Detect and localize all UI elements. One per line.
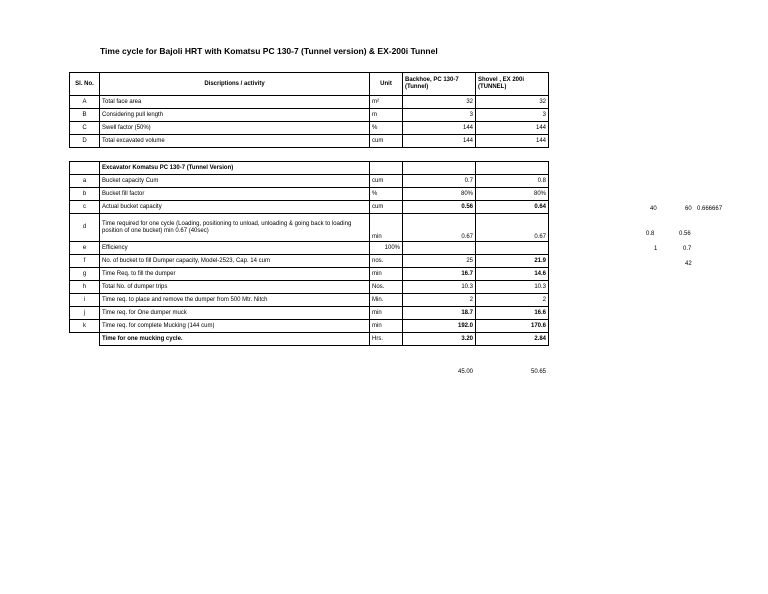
row-sl: b — [70, 188, 100, 201]
row-shovel-value: 2 — [476, 294, 549, 307]
row-shovel-value: 10.3 — [476, 281, 549, 294]
header-shovel: Shovel , EX 200i (TUNNEL) — [476, 73, 549, 96]
row-desc: Total face area — [100, 96, 370, 109]
row-sl: g — [70, 268, 100, 281]
row-desc: Time required for one cycle (Loading, positioning to unload, unloading & going back to loading position of one bucket) min 0.67 (40sec) — [100, 214, 370, 242]
side-value: 0.8 — [646, 231, 655, 237]
row-unit: Nos. — [370, 281, 403, 294]
row-backhoe-value: 0.67 — [403, 214, 476, 242]
row-unit: Hrs. — [370, 333, 403, 346]
row-desc: Total excavated volume — [100, 135, 370, 148]
row-desc: Time Req. to fill the dumper — [100, 268, 370, 281]
row-shovel-value: 80% — [476, 188, 549, 201]
row-desc: Bucket capacity Cum — [100, 175, 370, 188]
row-desc: Time req. for complete Mucking (144 cum) — [100, 320, 370, 333]
table-row — [70, 268, 549, 281]
header-sl-no: Sl. No. — [70, 73, 100, 96]
row-desc: Swell factor (50%) — [100, 122, 370, 135]
table-row — [70, 135, 549, 148]
excavator-table — [69, 161, 549, 346]
row-shovel-value: 3 — [476, 109, 549, 122]
row-backhoe-value — [403, 242, 476, 255]
row-sl: c — [70, 201, 100, 214]
table-row — [70, 109, 549, 122]
row-backhoe-value: 144 — [403, 122, 476, 135]
table-row — [70, 175, 549, 188]
row-unit: min — [370, 268, 403, 281]
row-sl: i — [70, 294, 100, 307]
row-shovel-value: 0.67 — [476, 214, 549, 242]
row-unit: % — [370, 122, 403, 135]
row-sl: f — [70, 255, 100, 268]
row-sl: d — [70, 214, 100, 242]
side-value: 0.7 — [683, 246, 692, 252]
side-value: 0.666667 — [697, 206, 723, 212]
row-sl — [70, 333, 100, 346]
row-backhoe-value: 192.0 — [403, 320, 476, 333]
row-unit: cum — [370, 175, 403, 188]
row-unit: min — [370, 214, 403, 242]
page-title: Time cycle for Bajoli HRT with Komatsu PC 130-7 (Tunnel version) & EX-200i Tunnel — [100, 46, 438, 56]
row-unit: m — [370, 109, 403, 122]
row-backhoe-value: 3.20 — [403, 333, 476, 346]
row-desc: Time req. to place and remove the dumper from 500 Mtr. Nitch — [100, 294, 370, 307]
table-row — [70, 333, 549, 346]
side-value: 0.56 — [679, 231, 691, 237]
side-value: 60 — [685, 206, 692, 212]
row-sl: e — [70, 242, 100, 255]
header-unit: Unit — [370, 73, 403, 96]
row-sl: k — [70, 320, 100, 333]
row-sl: C — [70, 122, 100, 135]
row-sl: a — [70, 175, 100, 188]
table-row — [70, 242, 549, 255]
row-backhoe-value: 0.7 — [403, 175, 476, 188]
row-desc: Total No. of dumper trips — [100, 281, 370, 294]
row-backhoe-value: 25 — [403, 255, 476, 268]
table-row — [70, 122, 549, 135]
summary-table — [69, 72, 549, 148]
row-shovel-value: 144 — [476, 122, 549, 135]
row-desc: Efficiency — [100, 242, 370, 255]
row-shovel-value: 21.9 — [476, 255, 549, 268]
row-backhoe-value: 3 — [403, 109, 476, 122]
row-backhoe-value: 16.7 — [403, 268, 476, 281]
row-shovel-value: 32 — [476, 96, 549, 109]
table-row — [70, 188, 549, 201]
row-shovel-value: 0.64 — [476, 201, 549, 214]
table-row — [70, 214, 549, 242]
row-sl: h — [70, 281, 100, 294]
table-row — [70, 294, 549, 307]
row-unit: m² — [370, 96, 403, 109]
row-unit: 100% — [370, 242, 403, 255]
row-backhoe-value: 0.56 — [403, 201, 476, 214]
row-backhoe-value: 10.3 — [403, 281, 476, 294]
row-shovel-value: 170.6 — [476, 320, 549, 333]
row-backhoe-value: 32 — [403, 96, 476, 109]
section-title: Excavator Komatsu PC 130-7 (Tunnel Version) — [100, 162, 370, 175]
side-value: 42 — [685, 261, 692, 267]
row-unit: cum — [370, 201, 403, 214]
row-unit: Min. — [370, 294, 403, 307]
side-value: 1 — [654, 246, 658, 252]
row-unit: cum — [370, 135, 403, 148]
row-shovel-value: 0.8 — [476, 175, 549, 188]
table-row — [70, 320, 549, 333]
row-shovel-value: 144 — [476, 135, 549, 148]
table-row — [70, 307, 549, 320]
table-row — [70, 255, 549, 268]
side-value: 40 — [650, 206, 657, 212]
row-desc: Bucket fill factor — [100, 188, 370, 201]
row-desc: Considering pull length — [100, 109, 370, 122]
row-backhoe-value: 2 — [403, 294, 476, 307]
row-shovel-value: 2.84 — [476, 333, 549, 346]
row-sl — [70, 162, 100, 175]
header-backhoe: Backhoe, PC 130-7 (Tunnel) — [403, 73, 476, 96]
row-backhoe-value: 144 — [403, 135, 476, 148]
section-title-row — [70, 162, 549, 175]
row-sl: B — [70, 109, 100, 122]
row-shovel-value: 16.6 — [476, 307, 549, 320]
footer-backhoe-value: 45.00 — [458, 369, 474, 375]
row-sl: D — [70, 135, 100, 148]
row-shovel-value: 14.6 — [476, 268, 549, 281]
table-row — [70, 201, 549, 214]
header-description: Discriptions / activity — [100, 73, 370, 96]
row-desc: No. of bucket to fill Dumper capacity, Model-2523, Cap. 14 cum — [100, 255, 370, 268]
footer-shovel-value: 50.65 — [531, 369, 547, 375]
row-backhoe-value: 18.7 — [403, 307, 476, 320]
summary-header-row — [70, 73, 549, 96]
row-unit: min — [370, 320, 403, 333]
table-row — [70, 281, 549, 294]
row-backhoe-value: 80% — [403, 188, 476, 201]
row-desc: Time req. for One dumper muck — [100, 307, 370, 320]
row-sl: j — [70, 307, 100, 320]
row-unit: min — [370, 307, 403, 320]
row-shovel-value — [476, 242, 549, 255]
row-desc: Time for one mucking cycle. — [100, 333, 370, 346]
row-sl: A — [70, 96, 100, 109]
row-desc: Actual bucket capacity — [100, 201, 370, 214]
row-unit: % — [370, 188, 403, 201]
table-row — [70, 96, 549, 109]
row-unit: nos. — [370, 255, 403, 268]
